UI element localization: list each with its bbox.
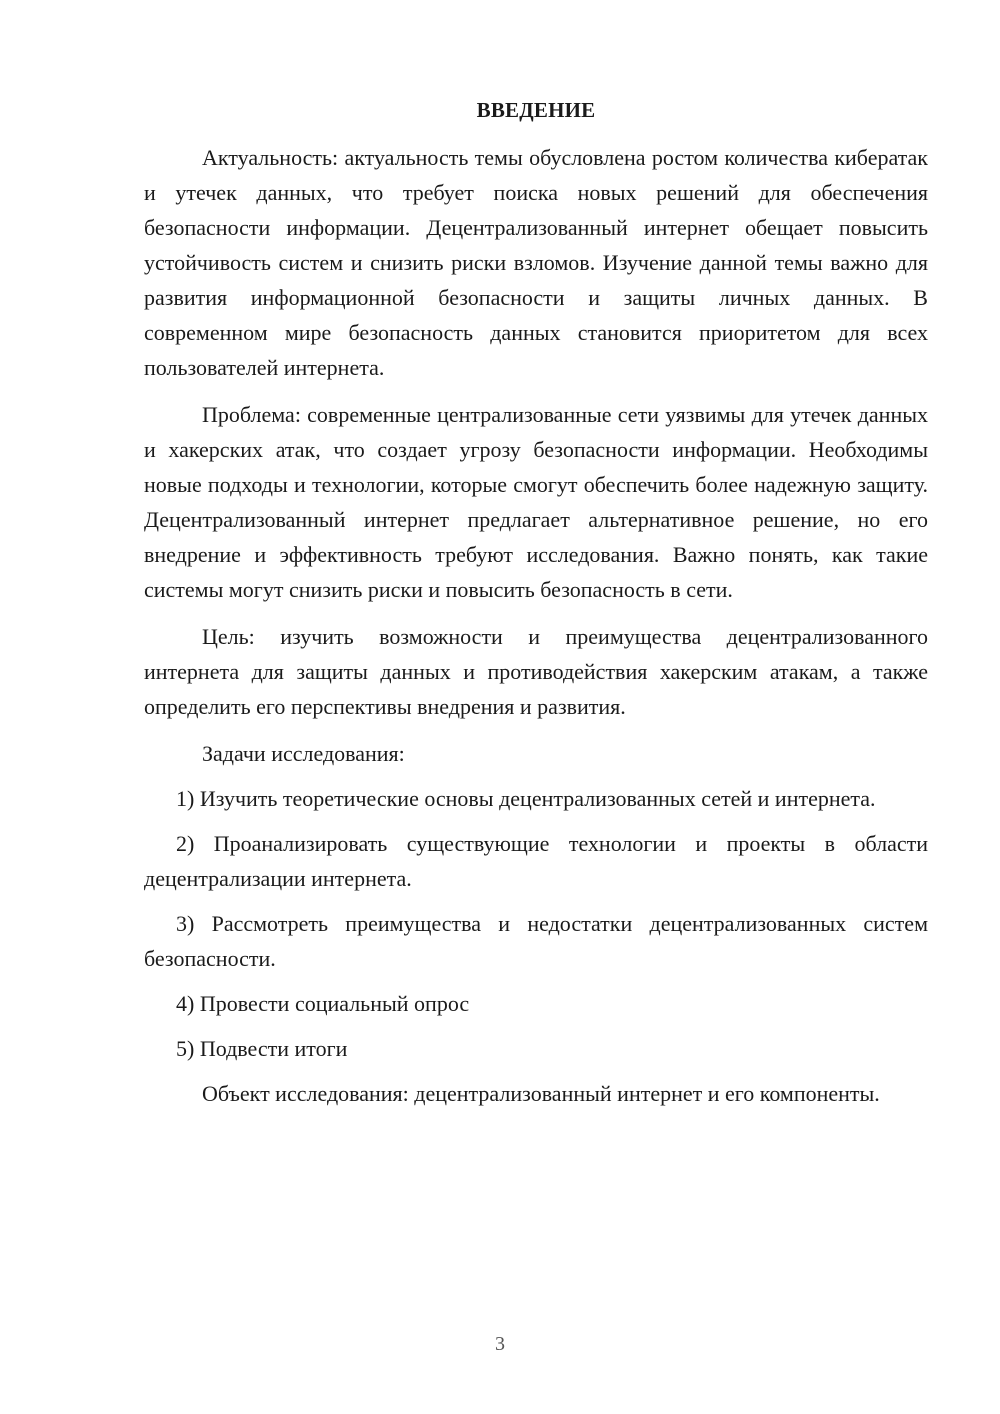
- section-title: ВВЕДЕНИЕ: [476, 98, 596, 122]
- task-item-3: 3) Рассмотреть преимущества и недостатки децентрализованных систем безопасности.: [144, 911, 928, 971]
- task-item-1: 1) Изучить теоретические основы децентрализованных сетей и интернета.: [176, 786, 876, 811]
- research-object-paragraph: Объект исследования: децентрализованный интернет и его компоненты.: [202, 1081, 880, 1106]
- relevance-paragraph: Актуальность: актуальность темы обусловлена ростом количества кибератак и утечек данных, что требует поиска новых решений для обеспечения безопасности информации. Децентрализованный интернет обещает повысить устойчивость систем и снизить риски взломов. Изучение данной темы важно для развития информационной безопасности и защиты личных данных. В современном мире безопасность данных становится приоритетом для всех пользователей интернета.: [144, 145, 928, 380]
- page-content: [144, 93, 928, 1111]
- tasks-heading: Задачи исследования:: [202, 741, 405, 766]
- task-item-4: 4) Провести социальный опрос: [176, 991, 470, 1016]
- task-item-5: 5) Подвести итоги: [176, 1036, 348, 1061]
- goal-paragraph: Цель: изучить возможности и преимущества децентрализованного интернета для защиты данных и противодействия хакерским атакам, а также определить его перспективы внедрения и развития.: [144, 624, 928, 719]
- problem-paragraph: Проблема: современные централизованные сети уязвимы для утечек данных и хакерских атак, что создает угрозу безопасности информации. Необходимы новые подходы и технологии, которые смогут обеспечить более надежную защиту. Децентрализованный интернет предлагает альтернативное решение, но его внедрение и эффективность требуют исследования. Важно понять, как такие системы могут снизить риски и повысить безопасность в сети.: [144, 402, 928, 602]
- task-item-2: 2) Проанализировать существующие технологии и проекты в области децентрализации интернета.: [144, 831, 928, 891]
- page-number: 3: [495, 1333, 505, 1355]
